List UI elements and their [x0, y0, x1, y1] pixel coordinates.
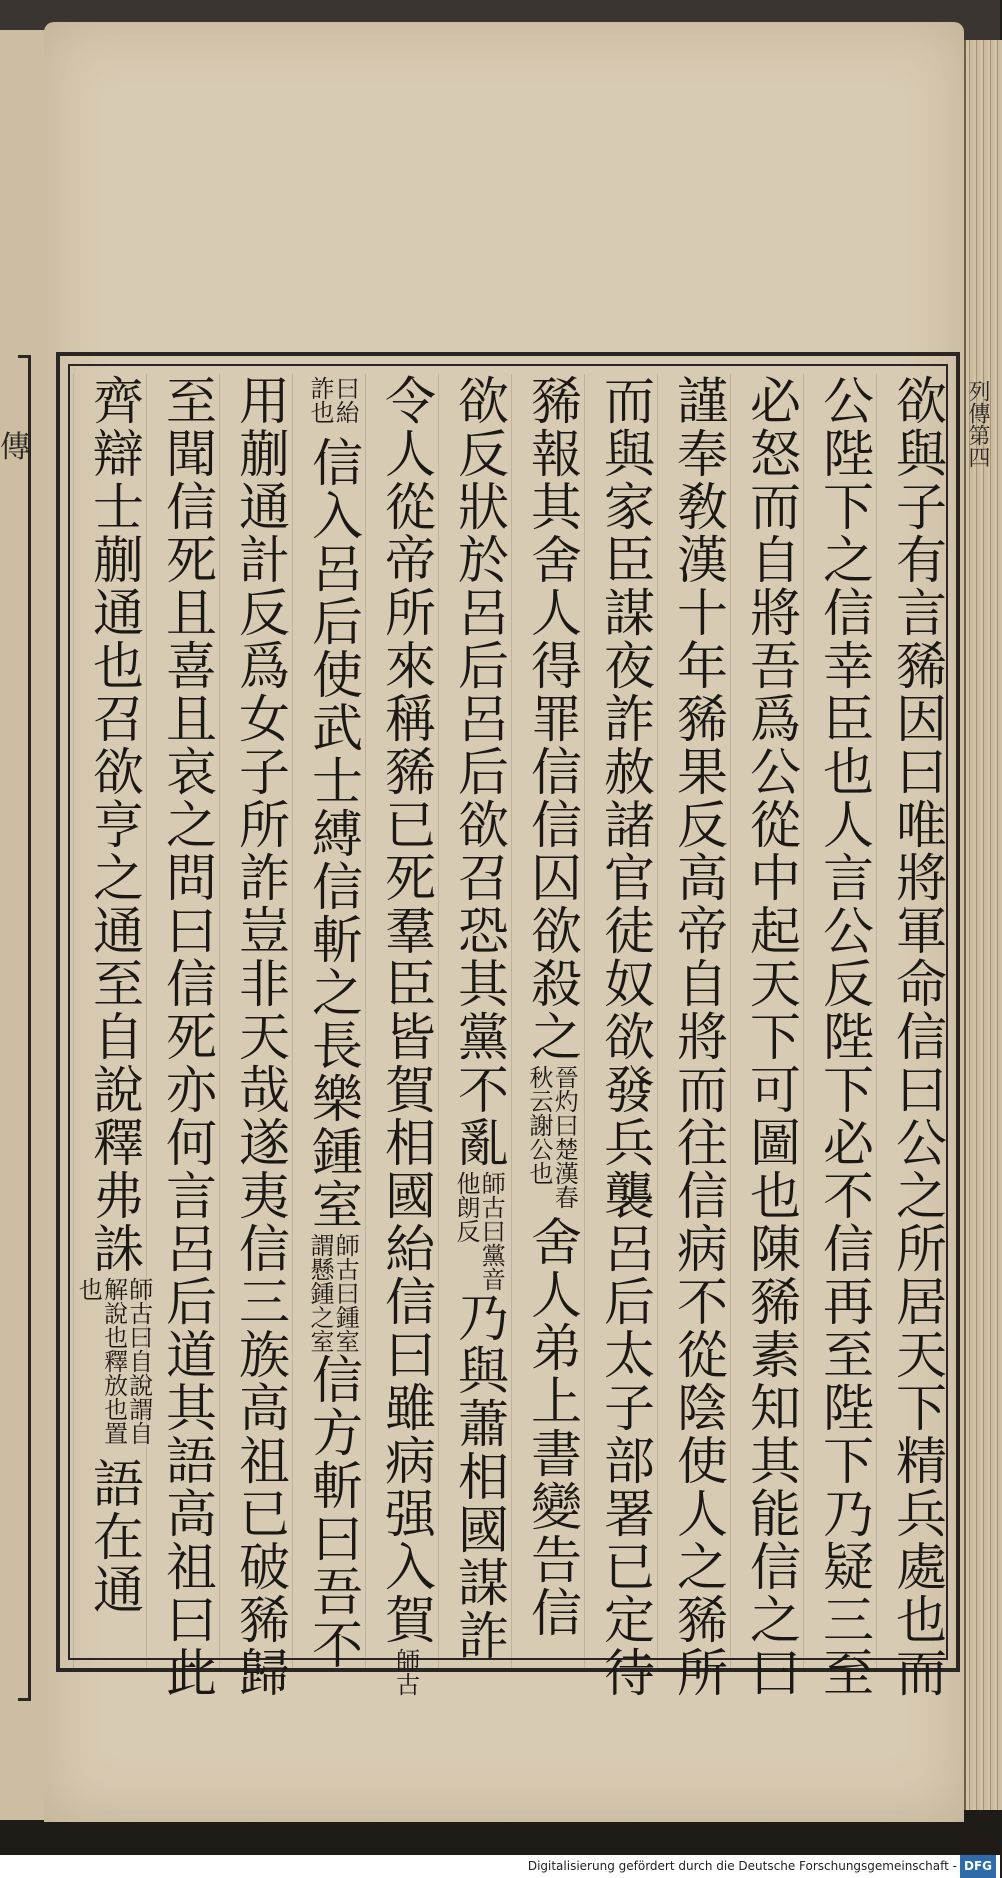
column-annotation	[306, 1231, 360, 1353]
text-column-12	[73, 374, 152, 1670]
column-main-text: 欲與子有言豨因曰唯將軍命信曰公之所居天下精兵處也而	[886, 374, 946, 1699]
column-annotation	[452, 1169, 506, 1291]
annotation-text: 師古	[391, 1648, 420, 1696]
column-annotation	[75, 1275, 151, 1457]
text-column-7	[438, 374, 517, 1670]
dfg-logo: DFG	[960, 1855, 996, 1878]
annotation-text: 師古曰黨音他朗反	[452, 1171, 506, 1291]
column-main-text-continued: 語在通	[83, 1457, 143, 1616]
column-main-text-continued: 乃與蕭相國謀詐	[448, 1291, 508, 1662]
annotation-text: 師古曰鍾室謂懸鍾之室	[306, 1233, 360, 1353]
text-frame	[56, 352, 960, 1699]
column-main-text: 至聞信死且喜且哀之問曰信死亦何言呂后道其語高祖曰此	[156, 374, 216, 1699]
text-column-11	[146, 374, 225, 1699]
column-main-text: 而與家臣謀夜詐赦諸官徒奴欲發兵襲呂后太子部署已定待	[594, 374, 654, 1699]
column-annotation-top	[306, 374, 360, 436]
column-main-text: 豨報其舍人得罪信信囚欲殺之	[521, 374, 581, 1063]
column-main-text: 必怒而自將吾爲公從中起天下可圖也陳豨素知其能信之曰	[740, 374, 800, 1699]
text-column-3	[730, 374, 809, 1699]
annotation-text: 晉灼曰楚漢春秋云謝公也	[525, 1065, 579, 1209]
left-page-edge	[0, 30, 46, 1820]
column-main-text: 公陛下之信幸臣也人言公反陛下必不信再至陛下乃疑三至	[813, 374, 873, 1699]
footer-text: Digitalisierung gefördert durch die Deutsche Forschungsgemeinschaft -	[527, 1859, 957, 1873]
margin-chapter-label: 列傳第四	[965, 380, 990, 468]
column-annotation	[391, 1646, 420, 1708]
column-main-text-continued: 舍人弟上書變告信	[521, 1215, 581, 1639]
text-column-6	[511, 374, 590, 1670]
digitization-footer	[0, 1855, 1000, 1878]
text-column-1	[876, 374, 955, 1699]
column-main-text: 齊辯士蒯通也召欲亨之通至自說釋弗誅	[83, 374, 143, 1275]
text-column-5	[584, 374, 663, 1699]
text-column-10	[219, 374, 298, 1699]
column-main-text-continued: 信方斬曰吾不	[302, 1353, 362, 1671]
left-page-glyph: 傳	[0, 430, 30, 465]
column-main-text: 用蒯通計反爲女子所詐豈非天哉遂夷信三族高祖已破豨歸	[229, 374, 289, 1699]
text-column-9	[292, 374, 371, 1670]
annotation-text: 師古曰自說謂自解說也釋放也置也	[74, 1277, 153, 1445]
column-main-text: 謹奉敎漢十年豨果反高帝自將而往信病不從陰使人之豨所	[667, 374, 727, 1699]
left-page-frame-rule	[18, 355, 31, 1701]
column-main-text: 欲反狀於呂后呂后欲召恐其黨不亂	[448, 374, 508, 1169]
text-column-2	[803, 374, 882, 1699]
column-main-text: 令人從帝所來稱豨已死羣臣皆賀相國紿信曰雖病强入賀	[375, 374, 435, 1646]
column-annotation	[525, 1063, 579, 1215]
text-column-8	[365, 374, 444, 1696]
column-main-text: 信入呂后使武士縛信斬之長樂鍾室	[302, 436, 362, 1231]
page-stack-edge	[964, 40, 1002, 1810]
text-column-4	[657, 374, 736, 1699]
annotation-text: 曰紿詐也	[306, 376, 360, 424]
text-frame-inner	[68, 364, 948, 1699]
